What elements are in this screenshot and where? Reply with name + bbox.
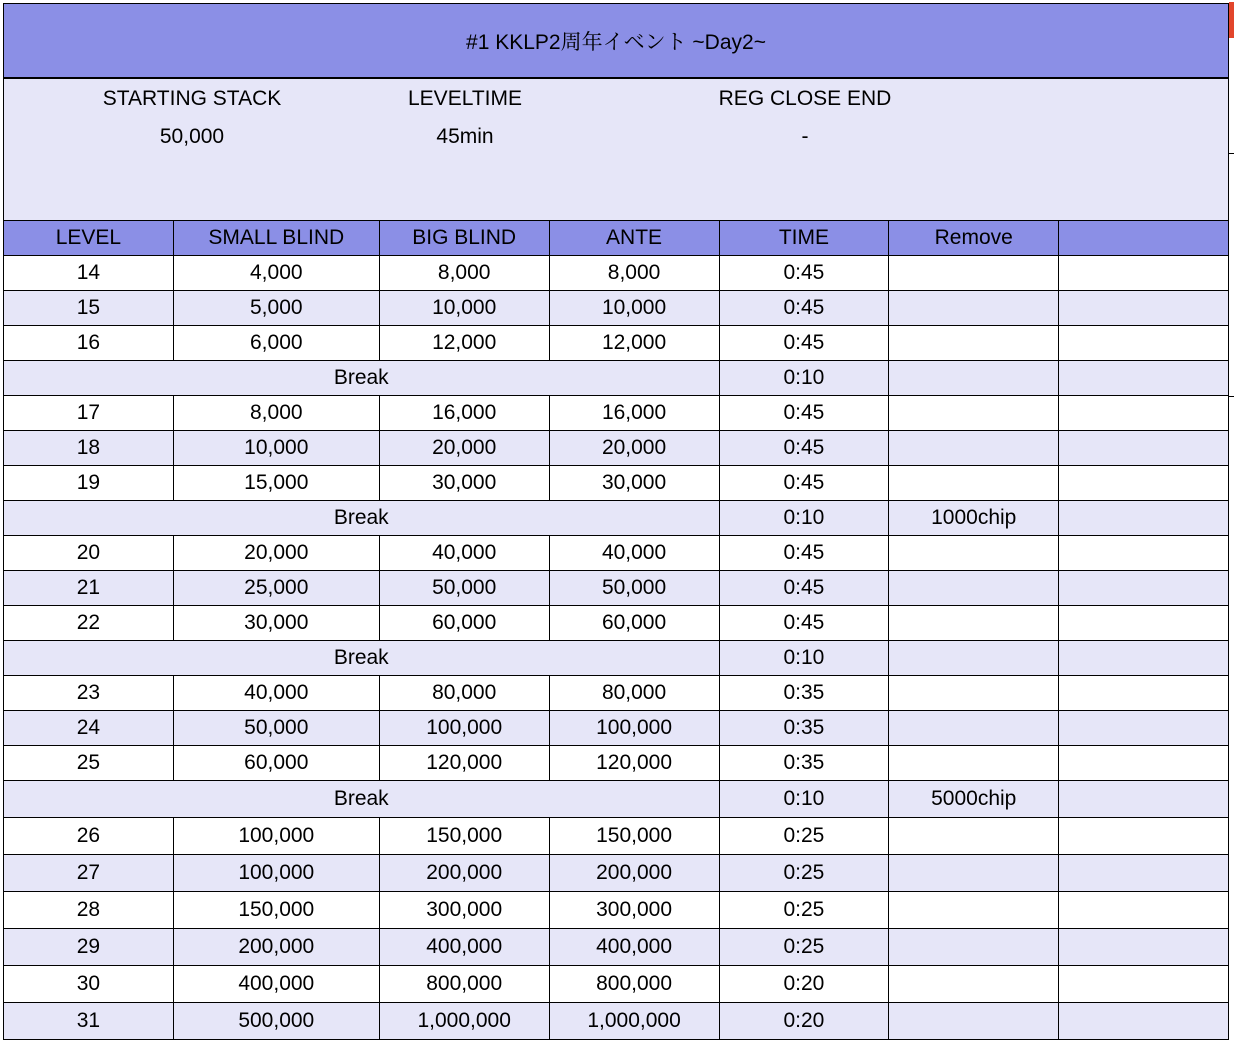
time-cell[interactable]: 0:45 [719, 256, 889, 291]
ante-cell[interactable]: 300,000 [549, 892, 719, 929]
ante-cell[interactable]: 20,000 [549, 431, 719, 466]
small-blind-cell[interactable]: 50,000 [173, 711, 379, 746]
big-blind-cell[interactable]: 800,000 [379, 966, 549, 1003]
big-blind-cell[interactable]: 400,000 [379, 929, 549, 966]
big-blind-cell[interactable]: 60,000 [379, 606, 549, 641]
level-cell[interactable]: 17 [4, 396, 174, 431]
leveltime-value: 45min [436, 125, 494, 148]
level-row [4, 466, 1229, 501]
time-cell[interactable]: 0:45 [719, 431, 889, 466]
empty-cell[interactable] [1059, 929, 1229, 966]
level-cell[interactable]: 16 [4, 326, 174, 361]
remove-cell[interactable] [889, 966, 1059, 1003]
level-cell[interactable]: 20 [4, 536, 174, 571]
time-cell[interactable]: 0:45 [719, 536, 889, 571]
small-blind-cell[interactable]: 400,000 [173, 966, 379, 1003]
level-row [4, 676, 1229, 711]
header-remove[interactable]: Remove [889, 221, 1059, 256]
empty-cell[interactable] [1059, 431, 1229, 466]
ante-cell[interactable]: 1,000,000 [549, 1003, 719, 1040]
time-cell[interactable]: 0:25 [719, 929, 889, 966]
remove-cell[interactable] [889, 431, 1059, 466]
level-cell[interactable]: 22 [4, 606, 174, 641]
starting-stack-value: 50,000 [159, 125, 225, 148]
level-cell[interactable]: 18 [4, 431, 174, 466]
small-blind-cell[interactable]: 30,000 [173, 606, 379, 641]
level-cell[interactable]: 19 [4, 466, 174, 501]
empty-cell[interactable] [1059, 361, 1229, 396]
table-header-row [4, 221, 1229, 256]
level-cell[interactable]: 24 [4, 711, 174, 746]
level-row [4, 396, 1229, 431]
remove-cell[interactable] [889, 892, 1059, 929]
ante-cell[interactable]: 150,000 [549, 818, 719, 855]
empty-cell[interactable] [1059, 571, 1229, 606]
small-blind-cell[interactable]: 500,000 [173, 1003, 379, 1040]
time-cell[interactable]: 0:35 [719, 676, 889, 711]
big-blind-cell[interactable]: 80,000 [379, 676, 549, 711]
level-cell[interactable]: 21 [4, 571, 174, 606]
break-row [4, 501, 1229, 536]
remove-cell[interactable] [889, 571, 1059, 606]
empty-cell[interactable] [1059, 892, 1229, 929]
empty-cell[interactable] [1059, 396, 1229, 431]
small-blind-cell[interactable]: 8,000 [173, 396, 379, 431]
remove-cell[interactable] [889, 641, 1059, 676]
level-cell[interactable]: 25 [4, 746, 174, 781]
remove-cell[interactable] [889, 326, 1059, 361]
big-blind-cell[interactable]: 50,000 [379, 571, 549, 606]
empty-cell[interactable] [1059, 781, 1229, 818]
break-label-cell[interactable]: Break [4, 781, 720, 818]
break-row [4, 781, 1229, 818]
empty-cell[interactable] [1059, 606, 1229, 641]
level-row [4, 892, 1229, 929]
big-blind-cell[interactable]: 16,000 [379, 396, 549, 431]
big-blind-cell[interactable]: 150,000 [379, 818, 549, 855]
empty-cell[interactable] [1059, 466, 1229, 501]
big-blind-cell[interactable]: 1,000,000 [379, 1003, 549, 1040]
big-blind-cell[interactable]: 8,000 [379, 256, 549, 291]
big-blind-cell[interactable]: 120,000 [379, 746, 549, 781]
remove-cell[interactable] [889, 536, 1059, 571]
empty-cell[interactable] [1059, 291, 1229, 326]
big-blind-cell[interactable]: 20,000 [379, 431, 549, 466]
level-row [4, 571, 1229, 606]
tournament-info-panel[interactable] [3, 78, 1229, 220]
remove-cell[interactable] [889, 466, 1059, 501]
time-cell[interactable]: 0:45 [719, 606, 889, 641]
ante-cell[interactable]: 80,000 [549, 676, 719, 711]
time-cell[interactable]: 0:35 [719, 711, 889, 746]
remove-cell[interactable] [889, 1003, 1059, 1040]
level-row [4, 326, 1229, 361]
break-label-cell[interactable]: Break [4, 641, 720, 676]
adjacent-gridline [1229, 396, 1234, 397]
level-cell[interactable]: 31 [4, 1003, 174, 1040]
empty-cell[interactable] [1059, 1003, 1229, 1040]
break-label-cell[interactable]: Break [4, 361, 720, 396]
empty-cell[interactable] [1059, 536, 1229, 571]
level-cell[interactable]: 28 [4, 892, 174, 929]
level-cell[interactable]: 27 [4, 855, 174, 892]
reg-close-label: REG CLOSE END [718, 87, 892, 110]
remove-cell[interactable] [889, 256, 1059, 291]
level-cell[interactable]: 15 [4, 291, 174, 326]
remove-cell[interactable] [889, 746, 1059, 781]
small-blind-cell[interactable]: 10,000 [173, 431, 379, 466]
level-row [4, 536, 1229, 571]
time-cell[interactable]: 0:45 [719, 326, 889, 361]
small-blind-cell[interactable]: 15,000 [173, 466, 379, 501]
time-cell[interactable]: 0:20 [719, 966, 889, 1003]
big-blind-cell[interactable]: 100,000 [379, 711, 549, 746]
big-blind-cell[interactable]: 30,000 [379, 466, 549, 501]
remove-cell[interactable] [889, 855, 1059, 892]
remove-cell[interactable] [889, 291, 1059, 326]
remove-cell[interactable] [889, 676, 1059, 711]
leveltime-label: LEVELTIME [408, 87, 522, 110]
ante-cell[interactable]: 12,000 [549, 326, 719, 361]
small-blind-cell[interactable]: 200,000 [173, 929, 379, 966]
time-cell[interactable]: 0:25 [719, 855, 889, 892]
time-cell[interactable]: 0:35 [719, 746, 889, 781]
level-cell[interactable]: 30 [4, 966, 174, 1003]
level-row [4, 966, 1229, 1003]
blind-structure-table [3, 220, 1229, 1040]
small-blind-cell[interactable]: 60,000 [173, 746, 379, 781]
remove-cell[interactable] [889, 606, 1059, 641]
small-blind-cell[interactable]: 5,000 [173, 291, 379, 326]
time-cell[interactable]: 0:45 [719, 291, 889, 326]
small-blind-cell[interactable]: 40,000 [173, 676, 379, 711]
small-blind-cell[interactable]: 4,000 [173, 256, 379, 291]
header-ante[interactable]: ANTE [549, 221, 719, 256]
break-row [4, 361, 1229, 396]
big-blind-cell[interactable]: 40,000 [379, 536, 549, 571]
time-cell[interactable]: 0:10 [719, 641, 889, 676]
level-row [4, 929, 1229, 966]
time-cell[interactable]: 0:10 [719, 361, 889, 396]
ante-cell[interactable]: 8,000 [549, 256, 719, 291]
empty-cell[interactable] [1059, 501, 1229, 536]
empty-cell[interactable] [1059, 326, 1229, 361]
ante-cell[interactable]: 800,000 [549, 966, 719, 1003]
big-blind-cell[interactable]: 12,000 [379, 326, 549, 361]
big-blind-cell[interactable]: 200,000 [379, 855, 549, 892]
ante-cell[interactable]: 100,000 [549, 711, 719, 746]
header-time[interactable]: TIME [719, 221, 889, 256]
level-row [4, 606, 1229, 641]
header-small-blind[interactable]: SMALL BLIND [173, 221, 379, 256]
ante-cell[interactable]: 50,000 [549, 571, 719, 606]
starting-stack-label: STARTING STACK [102, 87, 282, 110]
level-row [4, 431, 1229, 466]
small-blind-cell[interactable]: 100,000 [173, 855, 379, 892]
time-cell[interactable]: 0:45 [719, 571, 889, 606]
level-cell[interactable]: 26 [4, 818, 174, 855]
adjacent-cell-highlight [1229, 2, 1234, 38]
ante-cell[interactable]: 10,000 [549, 291, 719, 326]
small-blind-cell[interactable]: 150,000 [173, 892, 379, 929]
empty-cell[interactable] [1059, 676, 1229, 711]
empty-cell[interactable] [1059, 746, 1229, 781]
time-cell[interactable]: 0:10 [719, 501, 889, 536]
ante-cell[interactable]: 200,000 [549, 855, 719, 892]
remove-cell[interactable] [889, 361, 1059, 396]
time-cell[interactable]: 0:10 [719, 781, 889, 818]
reg-close-value: - [801, 125, 809, 148]
ante-cell[interactable]: 40,000 [549, 536, 719, 571]
level-row [4, 855, 1229, 892]
event-title: #1 KKLP2周年イベント ~Day2~ [466, 30, 766, 54]
remove-cell[interactable]: 5000chip [889, 781, 1059, 818]
ante-cell[interactable]: 400,000 [549, 929, 719, 966]
small-blind-cell[interactable]: 6,000 [173, 326, 379, 361]
remove-cell[interactable] [889, 396, 1059, 431]
event-title-cell[interactable] [3, 3, 1229, 78]
remove-cell[interactable] [889, 818, 1059, 855]
empty-cell[interactable] [1059, 818, 1229, 855]
header-level[interactable]: LEVEL [4, 221, 174, 256]
level-row [4, 818, 1229, 855]
empty-cell[interactable] [1059, 855, 1229, 892]
level-row [4, 746, 1229, 781]
time-cell[interactable]: 0:45 [719, 466, 889, 501]
empty-cell[interactable] [1059, 711, 1229, 746]
big-blind-cell[interactable]: 300,000 [379, 892, 549, 929]
remove-cell[interactable] [889, 929, 1059, 966]
remove-cell[interactable]: 1000chip [889, 501, 1059, 536]
adjacent-gridline [1229, 153, 1234, 154]
small-blind-cell[interactable]: 100,000 [173, 818, 379, 855]
ante-cell[interactable]: 30,000 [549, 466, 719, 501]
empty-cell[interactable] [1059, 641, 1229, 676]
level-row [4, 711, 1229, 746]
header-empty[interactable] [1059, 221, 1229, 256]
time-cell[interactable]: 0:20 [719, 1003, 889, 1040]
adjacent-columns-edge [1229, 0, 1234, 1046]
ante-cell[interactable]: 60,000 [549, 606, 719, 641]
break-label-cell[interactable]: Break [4, 501, 720, 536]
remove-cell[interactable] [889, 711, 1059, 746]
level-cell[interactable]: 14 [4, 256, 174, 291]
small-blind-cell[interactable]: 25,000 [173, 571, 379, 606]
time-cell[interactable]: 0:25 [719, 818, 889, 855]
time-cell[interactable]: 0:25 [719, 892, 889, 929]
level-cell[interactable]: 23 [4, 676, 174, 711]
level-row [4, 291, 1229, 326]
empty-cell[interactable] [1059, 256, 1229, 291]
level-row [4, 256, 1229, 291]
header-big-blind[interactable]: BIG BLIND [379, 221, 549, 256]
time-cell[interactable]: 0:45 [719, 396, 889, 431]
level-row [4, 1003, 1229, 1040]
big-blind-cell[interactable]: 10,000 [379, 291, 549, 326]
break-row [4, 641, 1229, 676]
small-blind-cell[interactable]: 20,000 [173, 536, 379, 571]
ante-cell[interactable]: 120,000 [549, 746, 719, 781]
empty-cell[interactable] [1059, 966, 1229, 1003]
level-cell[interactable]: 29 [4, 929, 174, 966]
ante-cell[interactable]: 16,000 [549, 396, 719, 431]
